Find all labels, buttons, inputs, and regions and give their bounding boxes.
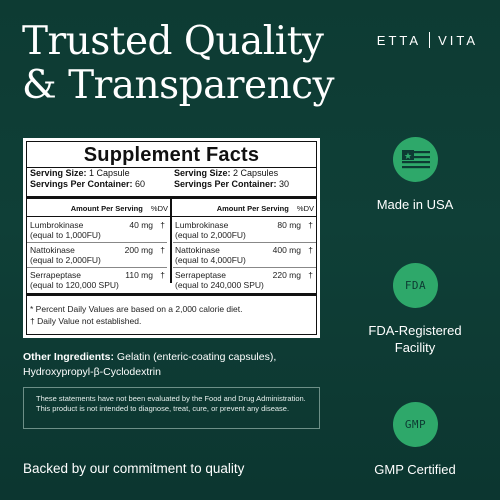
ingredient-name: Nattokinase [30,245,75,255]
other-ingredients [23,350,333,380]
servings-value-right: 30 [279,179,290,189]
other-ingredients-text: Gelatin (enteric-coating capsules), [114,351,277,363]
supplement-facts-panel [23,138,320,338]
facts-title: Supplement Facts [83,144,260,166]
ingredient-qty: 110 mg [125,270,153,280]
fda-badge-label [330,322,500,356]
other-ingredients-text-2: Hydroxypropyl-β-Cyclodextrin [23,366,161,378]
ingredient-qty: 400 mg [272,245,301,255]
amount-header-right [174,204,314,216]
headline-line-1: Trusted Quality [22,19,324,64]
serving-info-left [30,168,173,190]
fda-disclaimer-box [23,387,320,429]
headline [22,20,342,108]
ingredient-sub: (equal to 2,000FU) [30,255,101,265]
fda-badge-icon: FDA [404,279,427,292]
ingredient-sub: (equal to 2,000FU) [175,230,246,240]
ingredient-name: Serrapeptase [30,270,82,280]
row-divider [173,267,316,268]
facts-rule-header [27,216,316,217]
usa-flag-icon [402,150,430,170]
ingredient-qty: 200 mg [124,245,153,255]
usa-badge-label: Made in USA [376,197,454,212]
servings-value-left: 60 [135,179,146,189]
serving-size-label-right: Serving Size: [174,168,231,178]
gmp-badge-icon: GMP [404,418,427,431]
row-divider [173,242,316,243]
serving-size-value-left: 1 Capsule [89,168,130,178]
ingredient-qty: 80 mg [277,220,301,230]
fda-badge [393,263,438,308]
amount-label-left: Amount Per Serving [70,204,143,213]
ingredient-sub: (equal to 240,000 SPU) [175,280,264,290]
ingredient-qty: 40 mg [129,220,153,230]
brand-name-right: VITA [438,32,478,48]
footnote-not-established: † Daily Value not established. [30,316,142,326]
ingredient-dv: † [160,220,165,230]
serving-size-label-left: Serving Size: [30,168,87,178]
fda-badge-label-line-1: FDA-Registered [368,323,462,338]
ingredient-dv: † [160,270,165,280]
tagline: Backed by our commitment to quality [23,461,245,476]
dv-label-left: %DV [150,204,168,213]
gmp-badge-label: GMP Certified [374,462,456,477]
ingredient-dv: † [308,245,313,255]
ingredient-dv: † [308,270,313,280]
ingredient-sub: (equal to 4,000FU) [175,255,246,265]
gmp-badge [393,402,438,447]
ingredient-name: Serrapeptase [175,270,227,280]
dv-label-right: %DV [296,204,314,213]
footnote-daily-values: * Percent Daily Values are based on a 2,000 calorie diet. [30,304,243,314]
brand-name-left: ETTA [376,32,422,48]
facts-rule-thick [27,196,316,199]
ingredient-name: Lumbrokinase [175,220,229,230]
row-divider [27,242,167,243]
ingredient-name: Nattokinase [175,245,220,255]
ingredient-qty: 220 mg [272,270,301,280]
ingredient-sub: (equal to 1,000FU) [30,230,101,240]
row-divider [27,267,167,268]
ingredient-dv: † [160,245,165,255]
servings-label-right: Servings Per Container: [174,179,277,189]
serving-size-value-right: 2 Capsules [233,168,279,178]
amount-header-left [30,204,168,216]
amount-label-right: Amount Per Serving [216,204,289,213]
ingredient-dv: † [308,220,313,230]
fda-badge-label-line-2: Facility [394,340,436,355]
fda-disclaimer-text: These statements have not been evaluated by the Food and Drug Administration. This product is not intended to diagnose, treat, cure, or prevent any disease. [36,394,306,413]
usa-badge [393,137,438,182]
brand-divider [429,32,430,48]
other-ingredients-label: Other Ingredients: [23,351,115,363]
servings-label-left: Servings Per Container: [30,179,133,189]
facts-rule-bottom [27,293,316,296]
column-divider [170,199,172,283]
serving-info-right [174,168,317,190]
headline-line-2: & Transparency [22,63,335,108]
brand-logo [377,32,478,48]
ingredient-sub: (equal to 120,000 SPU) [30,280,119,290]
ingredient-name: Lumbrokinase [30,220,84,230]
